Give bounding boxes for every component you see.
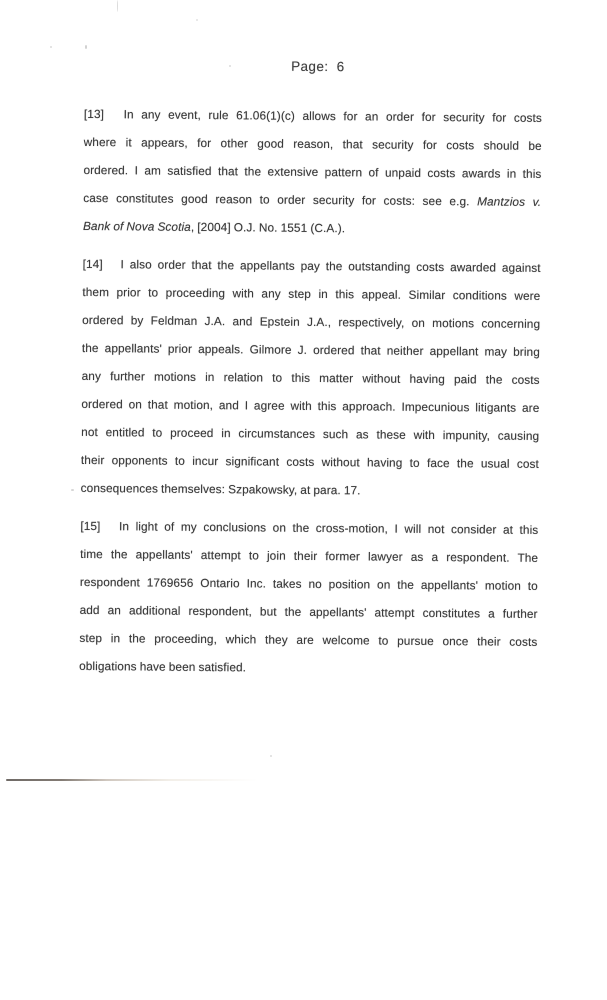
paragraph-number: [14] <box>82 256 109 272</box>
text-run: obligations have been satisfied. <box>79 658 247 675</box>
case-citation-italic: Bank of Nova Scotia <box>82 218 191 234</box>
page-number-header: Page: 6 <box>291 58 345 75</box>
text-run: In any event, rule 61.06(1)(c) allows for an order for security for costs <box>123 107 543 125</box>
scan-speck-artifact <box>270 755 272 757</box>
text-line <box>84 128 542 160</box>
text-run: any further motions in relation to this matter without having paid the costs <box>81 368 540 387</box>
text-line <box>81 474 539 506</box>
text-line <box>83 156 541 188</box>
scan-speck-artifact <box>196 19 198 21</box>
scan-speck-artifact <box>85 45 87 49</box>
case-citation-italic: Mantzios v. <box>477 194 542 209</box>
text-line <box>82 334 540 366</box>
text-line <box>80 568 538 600</box>
text-line <box>82 306 540 338</box>
text-run: their opponents to incur significant costs without having to face the usual cost <box>80 452 539 471</box>
text-run: ordered. I am satisfied that the extensive pattern of unpaid costs awards in this <box>83 162 542 181</box>
text-line <box>83 212 541 244</box>
paragraph-number: [15] <box>80 518 108 534</box>
text-line <box>83 184 541 216</box>
text-line <box>80 596 538 628</box>
text-run: the appellants' prior appeals. Gilmore J. ordered that neither appellant may bring <box>81 340 540 359</box>
text-line <box>81 446 539 478</box>
text-line <box>80 540 538 572</box>
text-line <box>82 278 540 310</box>
scan-streak-artifact <box>6 779 258 781</box>
document-body <box>79 100 542 694</box>
text-line <box>79 624 537 656</box>
text-line <box>83 250 541 282</box>
text-line <box>81 390 539 422</box>
text-run: step in the proceeding, which they are welcome to pursue once their costs <box>79 630 538 649</box>
paragraph-13 <box>83 100 542 244</box>
text-run: , [2004] O.J. No. 1551 (C.A.). <box>190 219 346 236</box>
paragraph-number: [13] <box>83 106 112 122</box>
text-run: time the appellants' attempt to join their former lawyer as a respondent. The <box>80 546 539 565</box>
text-line <box>84 100 542 132</box>
scan-speck-artifact <box>117 0 118 12</box>
text-line <box>81 418 539 450</box>
text-run: respondent 1769656 Ontario Inc. takes no position on the appellants' motion to <box>79 574 538 593</box>
text-run: them prior to proceeding with any step in this appeal. Similar conditions were <box>82 284 541 303</box>
text-run: I also order that the appellants pay the outstanding costs awarded against <box>120 257 541 275</box>
paragraph-14 <box>81 250 541 506</box>
text-run: not entitled to proceed in circumstances such as these with impunity, causing <box>81 424 540 443</box>
text-run: consequences themselves: Szpakowsky, at para. 17. <box>80 480 361 498</box>
text-run: case constitutes good reason to order security for costs: see e.g. <box>83 190 478 209</box>
text-line <box>79 652 537 684</box>
text-run: ordered on that motion, and I agree with this approach. Impecunious litigants are <box>81 396 540 415</box>
text-run: ordered by Feldman J.A. and Epstein J.A., respectively, on motions concerning <box>82 312 541 331</box>
text-run: add an additional respondent, but the appellants' attempt constitutes a further <box>79 602 538 621</box>
text-run: In light of my conclusions on the cross-motion, I will not consider at this <box>118 519 539 537</box>
paragraph-15 <box>79 512 538 684</box>
scan-speck-artifact <box>229 65 231 67</box>
text-run: where it appears, for other good reason, that security for costs should be <box>83 134 542 153</box>
scan-speck-artifact <box>50 46 52 48</box>
scan-speck-artifact <box>71 489 74 491</box>
text-line <box>80 512 538 544</box>
text-line <box>82 362 540 394</box>
